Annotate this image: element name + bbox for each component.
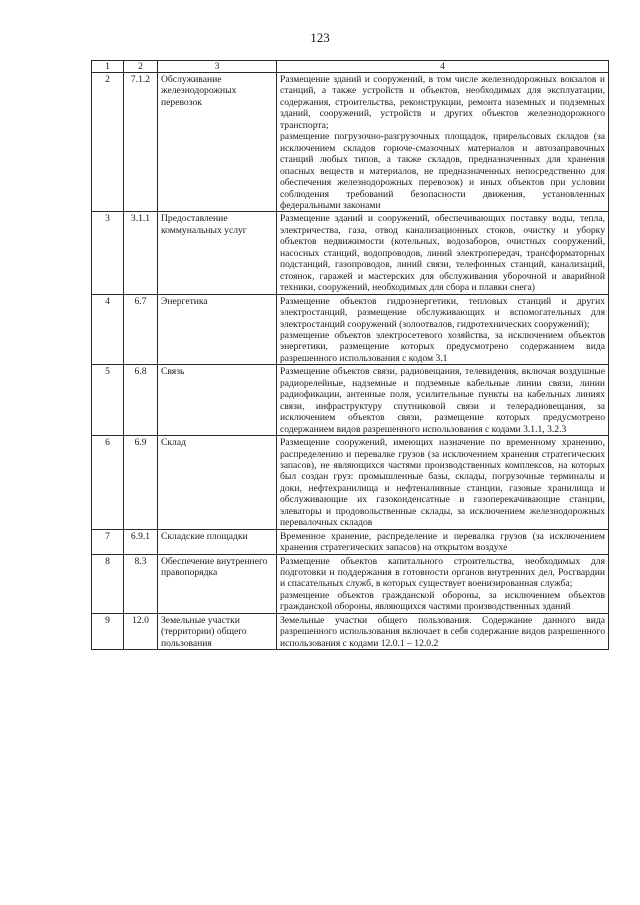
table-row <box>92 212 609 294</box>
use-name: Земельные участки (территории) общего пользования <box>158 613 277 649</box>
description-paragraph: Размещение зданий и сооружений, обеспечивающих поставку воды, тепла, электричества, газа, отвод канализационных стоков, очистку и уборку объектов недвижимости (котельных, водозаборов, очистных сооружений, насосных станций, водопроводов, линий электропередач, трансформаторных подстанций, газопроводов, линий связи, телефонных станций, канализаций, стоянок, гаражей и мастерских для обслуживания уборочной и аварийной техники, сооружений, необходимых для сбора и плавки снега) <box>280 213 605 294</box>
use-description <box>277 613 609 649</box>
use-code: 3.1.1 <box>124 212 158 294</box>
description-paragraph: Размещение сооружений, имеющих назначение по временному хранению, распределению и перевалке грузов (за исключением хранения стратегических запасов), не являющихся частями производственных комплексов, на которых был создан груз: промышленные базы, склады, погрузочные терминалы и доки, нефтехранилища и нефтеналивные станции, газовые хранилища и обслуживающие их газоконденсатные и газоперекачивающие станции, элеваторы и продовольственные склады, за исключением железнодорожных перевалочных складов <box>280 437 605 529</box>
use-code: 7.1.2 <box>124 73 158 212</box>
header-cell: 1 <box>92 61 124 73</box>
table-row <box>92 436 609 530</box>
use-description <box>277 436 609 530</box>
use-name: Складские площадки <box>158 529 277 554</box>
description-paragraph: Размещение объектов гидроэнергетики, тепловых станций и других электростанций, размещение обслуживающих и вспомогательных для электростанций сооружений (золоотвалов, гидротехнических сооружений); <box>280 295 605 330</box>
row-number: 8 <box>92 554 124 613</box>
table-row <box>92 294 609 365</box>
description-paragraph: размещение объектов гражданской обороны, за исключением объектов гражданской обороны, являющихся частями производственных зданий <box>280 589 605 613</box>
description-paragraph: размещение объектов электросетевого хозяйства, за исключением объектов энергетики, размещение которых предусмотрено содержанием вида разрешенного использования с кодом 3.1 <box>280 329 605 364</box>
description-paragraph: Земельные участки общего пользования. Содержание данного вида разрешенного использования включает в себя содержание видов разрешенного использования с кодами 12.0.1 – 12.0.2 <box>280 614 605 649</box>
use-code: 6.8 <box>124 365 158 436</box>
table-row <box>92 365 609 436</box>
use-description <box>277 529 609 554</box>
row-number: 9 <box>92 613 124 649</box>
use-code: 8.3 <box>124 554 158 613</box>
land-use-table <box>91 60 609 650</box>
use-name: Обслуживание железнодорожных перевозок <box>158 73 277 212</box>
row-number: 6 <box>92 436 124 530</box>
table-row <box>92 529 609 554</box>
use-code: 6.9.1 <box>124 529 158 554</box>
description-paragraph: Размещение зданий и сооружений, в том числе железнодорожных вокзалов и станций, а также устройств и объектов, необходимых для эксплуатации, содержания, строительства, реконструкции, ремонта наземных и подземных зданий, сооружений, устройств и других объектов железнодорожного транспорта; <box>280 74 605 131</box>
row-number: 7 <box>92 529 124 554</box>
row-number: 3 <box>92 212 124 294</box>
use-code: 6.7 <box>124 294 158 365</box>
page-number: 123 <box>310 30 330 45</box>
row-number: 5 <box>92 365 124 436</box>
use-description <box>277 554 609 613</box>
description-paragraph: Размещение объектов связи, радиовещания, телевидения, включая воздушные радиорелейные, надземные и подземные кабельные линии связи, линии радиофикации, антенные поля, усилительные пункты на кабельных линиях связи, инфраструктуру спутниковой связи и телерадиовещания, за исключением объектов связи, размещение которых предусмотрено содержанием видов разрешенного использования с кодами 3.1.1, 3.2.3 <box>280 366 605 435</box>
use-description <box>277 73 609 212</box>
table-row <box>92 554 609 613</box>
use-description <box>277 365 609 436</box>
table-row <box>92 73 609 212</box>
row-number: 2 <box>92 73 124 212</box>
use-name: Связь <box>158 365 277 436</box>
table-row <box>92 613 609 649</box>
row-number: 4 <box>92 294 124 365</box>
use-name: Энергетика <box>158 294 277 365</box>
use-name: Склад <box>158 436 277 530</box>
use-description <box>277 294 609 365</box>
description-paragraph: размещение погрузочно-разгрузочных площадок, прирельсовых складов (за исключением складов горюче-смазочных материалов и автозаправочных станций любых типов, а также складов, предназначенных для хранения опасных веществ и материалов, не предназначенных непосредственно для обеспечения железнодорожных перевозок) и иных объектов при условии соблюдения требований безопасности движения, установленных федеральными законами <box>280 131 605 211</box>
use-code: 12.0 <box>124 613 158 649</box>
description-paragraph: Временное хранение, распределение и перевалка грузов (за исключением хранения стратегических запасов) на открытом воздухе <box>280 530 605 554</box>
use-name: Предоставление коммунальных услуг <box>158 212 277 294</box>
header-cell: 3 <box>158 61 277 73</box>
table-header-row <box>92 61 609 73</box>
use-code: 6.9 <box>124 436 158 530</box>
header-cell: 2 <box>124 61 158 73</box>
description-paragraph: Размещение объектов капитального строительства, необходимых для подготовки и поддержания в готовности органов внутренних дел, Росгвардии и спасательных служб, в которых существует военизированная служба; <box>280 555 605 590</box>
header-cell: 4 <box>277 61 609 73</box>
use-name: Обеспечение внутреннего правопорядка <box>158 554 277 613</box>
use-description <box>277 212 609 294</box>
